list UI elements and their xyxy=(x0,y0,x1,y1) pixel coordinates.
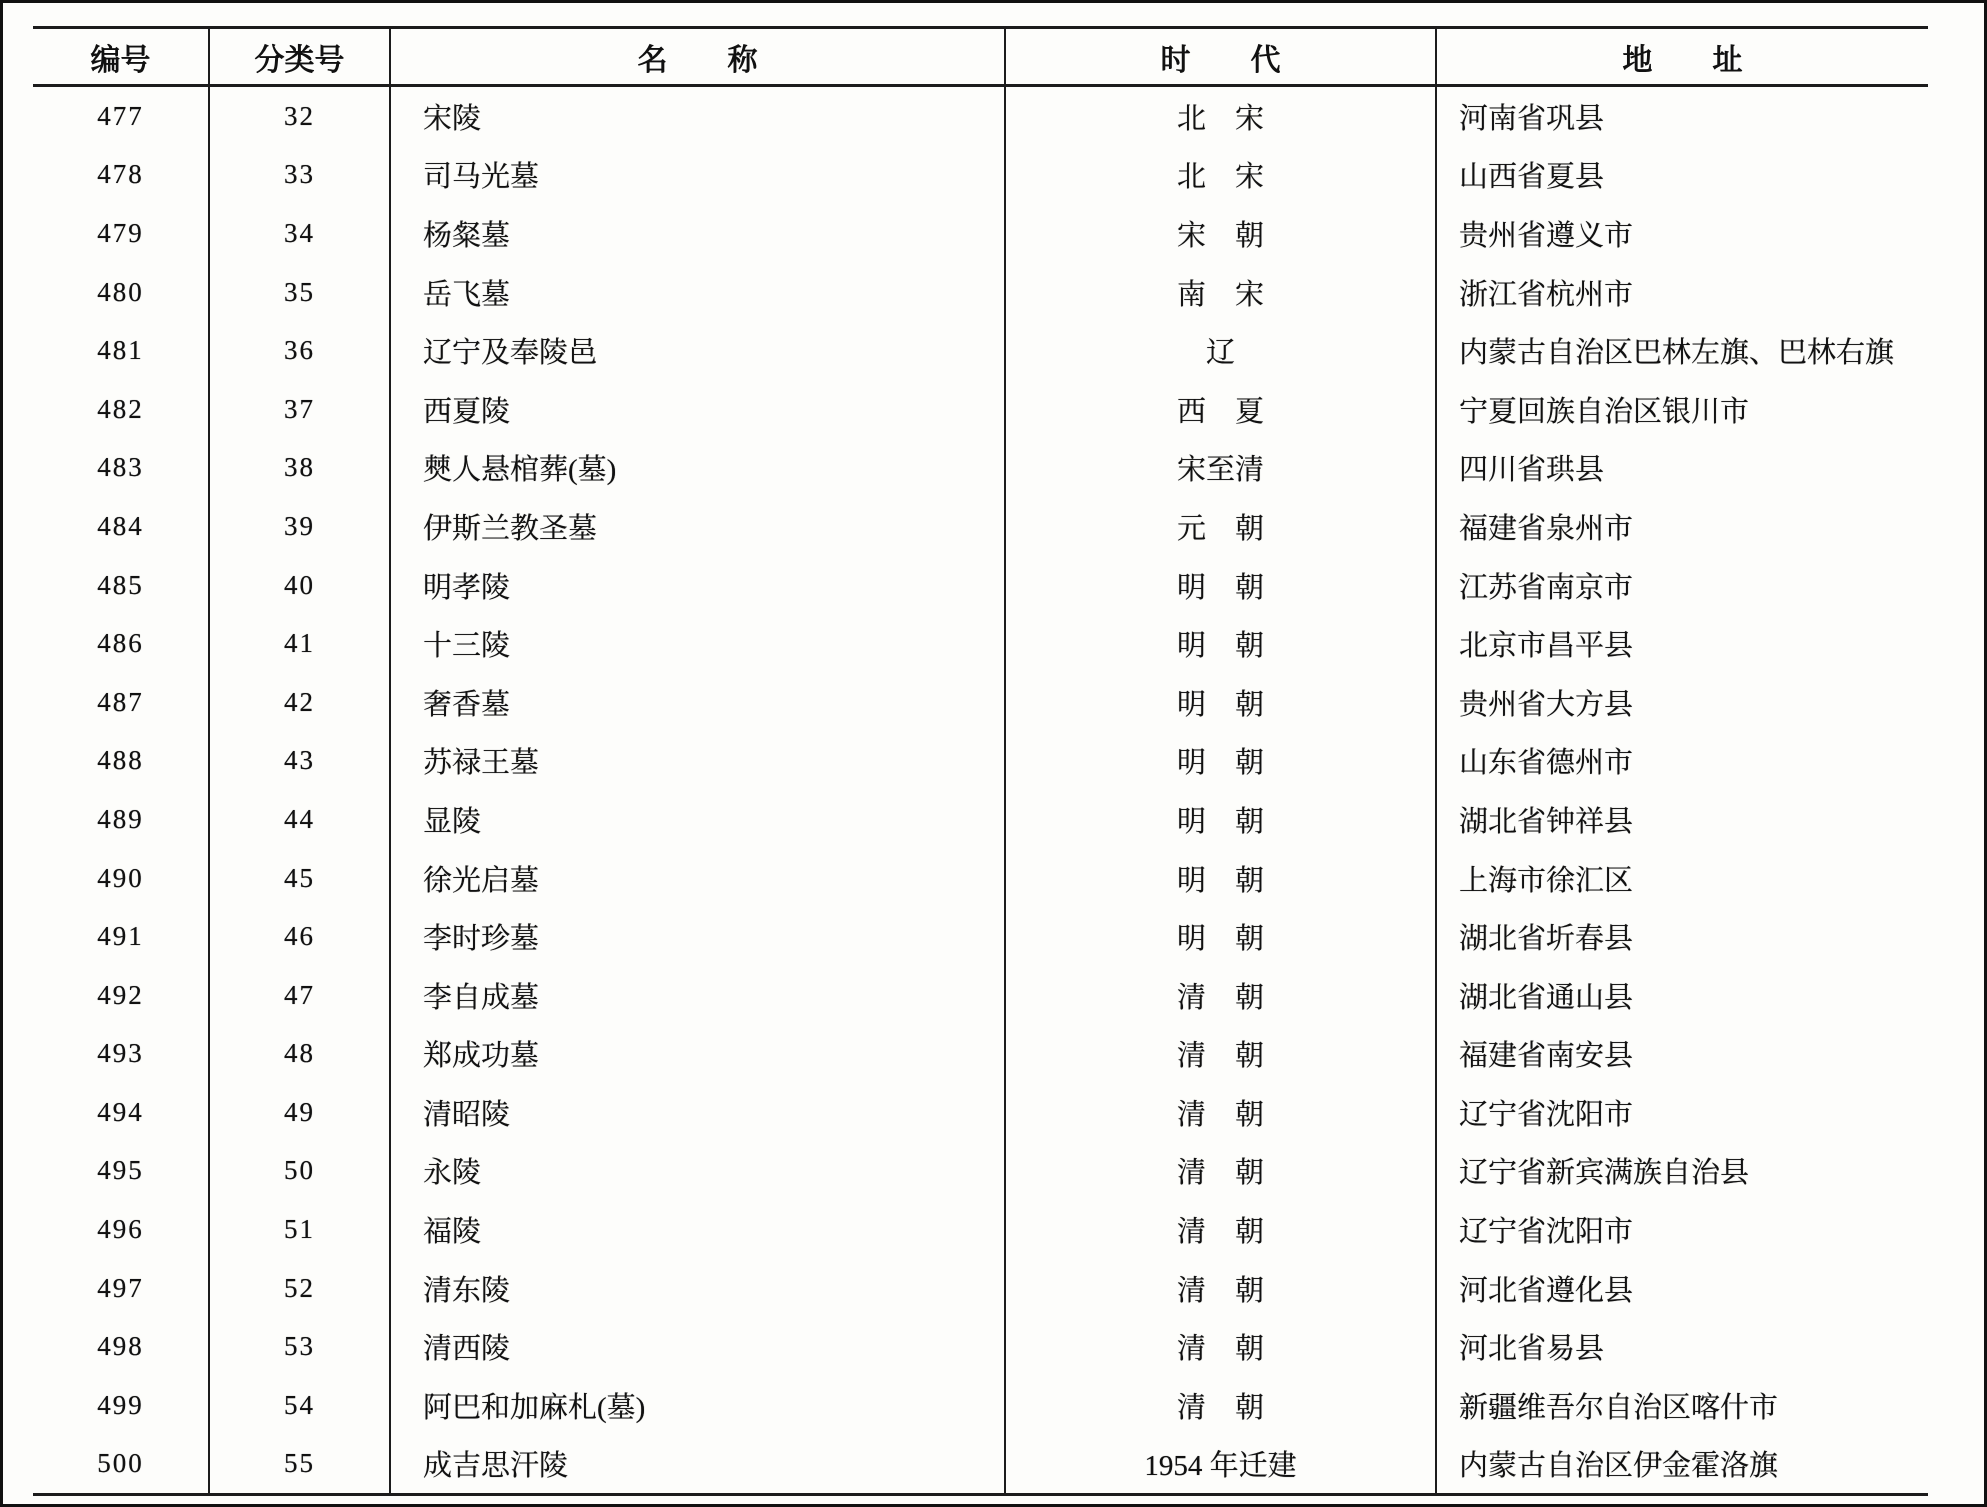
cell-name: 明孝陵 xyxy=(391,556,1006,615)
cell-number: 489 xyxy=(33,790,210,849)
cell-name: 十三陵 xyxy=(391,614,1006,673)
cell-name: 岳飞墓 xyxy=(391,263,1006,322)
cell-address: 福建省南安县 xyxy=(1459,1040,1634,1073)
cell-name: 李时珍墓 xyxy=(391,907,1006,966)
cell-number: 497 xyxy=(33,1259,210,1318)
column-header-classification: 分类号 xyxy=(210,29,391,84)
table-row xyxy=(33,204,1928,263)
cell-address: 湖北省圻春县 xyxy=(1459,923,1634,956)
cell-name: 司马光墓 xyxy=(391,146,1006,205)
cell-classification: 38 xyxy=(210,439,391,498)
table-row xyxy=(33,907,1928,966)
cell-classification: 46 xyxy=(210,907,391,966)
cell-classification: 53 xyxy=(210,1317,391,1376)
cell-number: 485 xyxy=(33,556,210,615)
cell-address: 山西省夏县 xyxy=(1459,161,1605,194)
table-row xyxy=(33,732,1928,791)
cell-number: 488 xyxy=(33,732,210,791)
cell-name: 永陵 xyxy=(391,1142,1006,1201)
cell-number: 492 xyxy=(33,966,210,1025)
cell-address: 辽宁省沈阳市 xyxy=(1459,1098,1634,1131)
table-row xyxy=(33,497,1928,556)
cell-name: 显陵 xyxy=(391,790,1006,849)
cell-address: 湖北省钟祥县 xyxy=(1459,805,1634,838)
table-row xyxy=(33,556,1928,615)
cell-era: 明 朝 xyxy=(1006,790,1437,849)
cell-address: 北京市昌平县 xyxy=(1459,630,1634,663)
cell-number: 478 xyxy=(33,146,210,205)
heritage-sites-table xyxy=(33,26,1928,1496)
cell-era: 北 宋 xyxy=(1006,146,1437,205)
cell-name: 徐光启墓 xyxy=(391,849,1006,908)
cell-name: 清西陵 xyxy=(391,1317,1006,1376)
cell-number: 487 xyxy=(33,673,210,732)
cell-address: 浙江省杭州市 xyxy=(1459,278,1634,311)
cell-name: 成吉思汗陵 xyxy=(391,1435,1006,1494)
cell-number: 480 xyxy=(33,263,210,322)
table-header-row xyxy=(33,29,1928,87)
table-row xyxy=(33,1435,1928,1494)
cell-address: 辽宁省沈阳市 xyxy=(1459,1216,1634,1249)
cell-classification: 32 xyxy=(210,87,391,146)
cell-number: 484 xyxy=(33,497,210,556)
cell-name: 辽宁及奉陵邑 xyxy=(391,321,1006,380)
cell-address: 内蒙古自治区伊金霍洛旗 xyxy=(1459,1450,1779,1483)
cell-classification: 35 xyxy=(210,263,391,322)
cell-era: 明 朝 xyxy=(1006,732,1437,791)
cell-number: 477 xyxy=(33,87,210,146)
cell-address: 福建省泉州市 xyxy=(1459,512,1634,545)
table-row xyxy=(33,966,1928,1025)
cell-address: 新疆维吾尔自治区喀什市 xyxy=(1459,1391,1779,1424)
cell-number: 498 xyxy=(33,1317,210,1376)
cell-number: 499 xyxy=(33,1376,210,1435)
cell-era: 明 朝 xyxy=(1006,907,1437,966)
column-header-number: 编号 xyxy=(33,29,210,84)
cell-classification: 39 xyxy=(210,497,391,556)
cell-classification: 51 xyxy=(210,1200,391,1259)
column-header-name: 名 称 xyxy=(391,29,1006,84)
cell-address: 贵州省遵义市 xyxy=(1459,219,1634,252)
cell-era: 明 朝 xyxy=(1006,556,1437,615)
cell-era: 清 朝 xyxy=(1006,1025,1437,1084)
cell-address: 江苏省南京市 xyxy=(1459,571,1634,604)
table-row xyxy=(33,790,1928,849)
column-header-era: 时 代 xyxy=(1006,29,1437,84)
cell-address: 贵州省大方县 xyxy=(1459,688,1634,721)
table-row xyxy=(33,614,1928,673)
cell-era: 清 朝 xyxy=(1006,966,1437,1025)
cell-era: 辽 xyxy=(1006,321,1437,380)
cell-name: 苏禄王墓 xyxy=(391,732,1006,791)
table-row xyxy=(33,321,1928,380)
cell-era: 1954 年迁建 xyxy=(1006,1435,1437,1494)
cell-address: 上海市徐汇区 xyxy=(1459,864,1634,897)
cell-classification: 34 xyxy=(210,204,391,263)
cell-number: 491 xyxy=(33,907,210,966)
cell-classification: 36 xyxy=(210,321,391,380)
cell-classification: 42 xyxy=(210,673,391,732)
cell-era: 清 朝 xyxy=(1006,1200,1437,1259)
cell-address: 辽宁省新宾满族自治县 xyxy=(1459,1157,1750,1190)
cell-classification: 52 xyxy=(210,1259,391,1318)
table-row xyxy=(33,380,1928,439)
cell-address: 河北省遵化县 xyxy=(1459,1274,1634,1307)
cell-classification: 40 xyxy=(210,556,391,615)
cell-era: 宋至清 xyxy=(1006,439,1437,498)
cell-number: 500 xyxy=(33,1435,210,1494)
cell-number: 495 xyxy=(33,1142,210,1201)
cell-address: 四川省珙县 xyxy=(1459,454,1605,487)
cell-number: 494 xyxy=(33,1083,210,1142)
cell-era: 明 朝 xyxy=(1006,614,1437,673)
table-row xyxy=(33,87,1928,146)
cell-name: 奢香墓 xyxy=(391,673,1006,732)
table-row xyxy=(33,146,1928,205)
cell-address: 河北省易县 xyxy=(1459,1333,1605,1366)
cell-era: 清 朝 xyxy=(1006,1259,1437,1318)
table-row xyxy=(33,673,1928,732)
cell-name: 郑成功墓 xyxy=(391,1025,1006,1084)
cell-classification: 50 xyxy=(210,1142,391,1201)
cell-number: 496 xyxy=(33,1200,210,1259)
cell-address: 山东省德州市 xyxy=(1459,747,1634,780)
table-row xyxy=(33,1200,1928,1259)
cell-era: 明 朝 xyxy=(1006,673,1437,732)
cell-era: 西 夏 xyxy=(1006,380,1437,439)
cell-era: 清 朝 xyxy=(1006,1142,1437,1201)
cell-name: 西夏陵 xyxy=(391,380,1006,439)
column-header-address: 地 址 xyxy=(1622,43,1743,77)
cell-era: 宋 朝 xyxy=(1006,204,1437,263)
cell-number: 482 xyxy=(33,380,210,439)
cell-address: 河南省巩县 xyxy=(1459,102,1605,135)
cell-number: 493 xyxy=(33,1025,210,1084)
cell-era: 清 朝 xyxy=(1006,1317,1437,1376)
cell-classification: 45 xyxy=(210,849,391,908)
cell-name: 福陵 xyxy=(391,1200,1006,1259)
table-row xyxy=(33,1142,1928,1201)
cell-name: 伊斯兰教圣墓 xyxy=(391,497,1006,556)
table-row xyxy=(33,1259,1928,1318)
cell-era: 元 朝 xyxy=(1006,497,1437,556)
table-row xyxy=(33,1317,1928,1376)
cell-name: 僰人悬棺葬(墓) xyxy=(391,439,1006,498)
table-row xyxy=(33,263,1928,322)
cell-name: 李自成墓 xyxy=(391,966,1006,1025)
table-row xyxy=(33,849,1928,908)
cell-address: 内蒙古自治区巴林左旗、巴林右旗 xyxy=(1459,337,1895,370)
cell-number: 479 xyxy=(33,204,210,263)
cell-classification: 44 xyxy=(210,790,391,849)
cell-era: 清 朝 xyxy=(1006,1083,1437,1142)
table-body xyxy=(33,87,1928,1493)
cell-name: 清东陵 xyxy=(391,1259,1006,1318)
cell-address: 湖北省通山县 xyxy=(1459,981,1634,1014)
cell-classification: 49 xyxy=(210,1083,391,1142)
cell-number: 490 xyxy=(33,849,210,908)
cell-number: 486 xyxy=(33,614,210,673)
cell-classification: 33 xyxy=(210,146,391,205)
cell-number: 483 xyxy=(33,439,210,498)
table-row xyxy=(33,439,1928,498)
cell-name: 清昭陵 xyxy=(391,1083,1006,1142)
cell-era: 明 朝 xyxy=(1006,849,1437,908)
cell-classification: 55 xyxy=(210,1435,391,1494)
cell-classification: 54 xyxy=(210,1376,391,1435)
table-row xyxy=(33,1025,1928,1084)
cell-era: 南 宋 xyxy=(1006,263,1437,322)
table-row xyxy=(33,1083,1928,1142)
cell-name: 宋陵 xyxy=(391,87,1006,146)
cell-name: 杨粲墓 xyxy=(391,204,1006,263)
cell-name: 阿巴和加麻札(墓) xyxy=(391,1376,1006,1435)
cell-address: 宁夏回族自治区银川市 xyxy=(1459,395,1750,428)
table-row xyxy=(33,1376,1928,1435)
cell-classification: 48 xyxy=(210,1025,391,1084)
cell-classification: 41 xyxy=(210,614,391,673)
cell-era: 清 朝 xyxy=(1006,1376,1437,1435)
cell-classification: 47 xyxy=(210,966,391,1025)
cell-era: 北 宋 xyxy=(1006,87,1437,146)
cell-number: 481 xyxy=(33,321,210,380)
cell-classification: 43 xyxy=(210,732,391,791)
cell-classification: 37 xyxy=(210,380,391,439)
